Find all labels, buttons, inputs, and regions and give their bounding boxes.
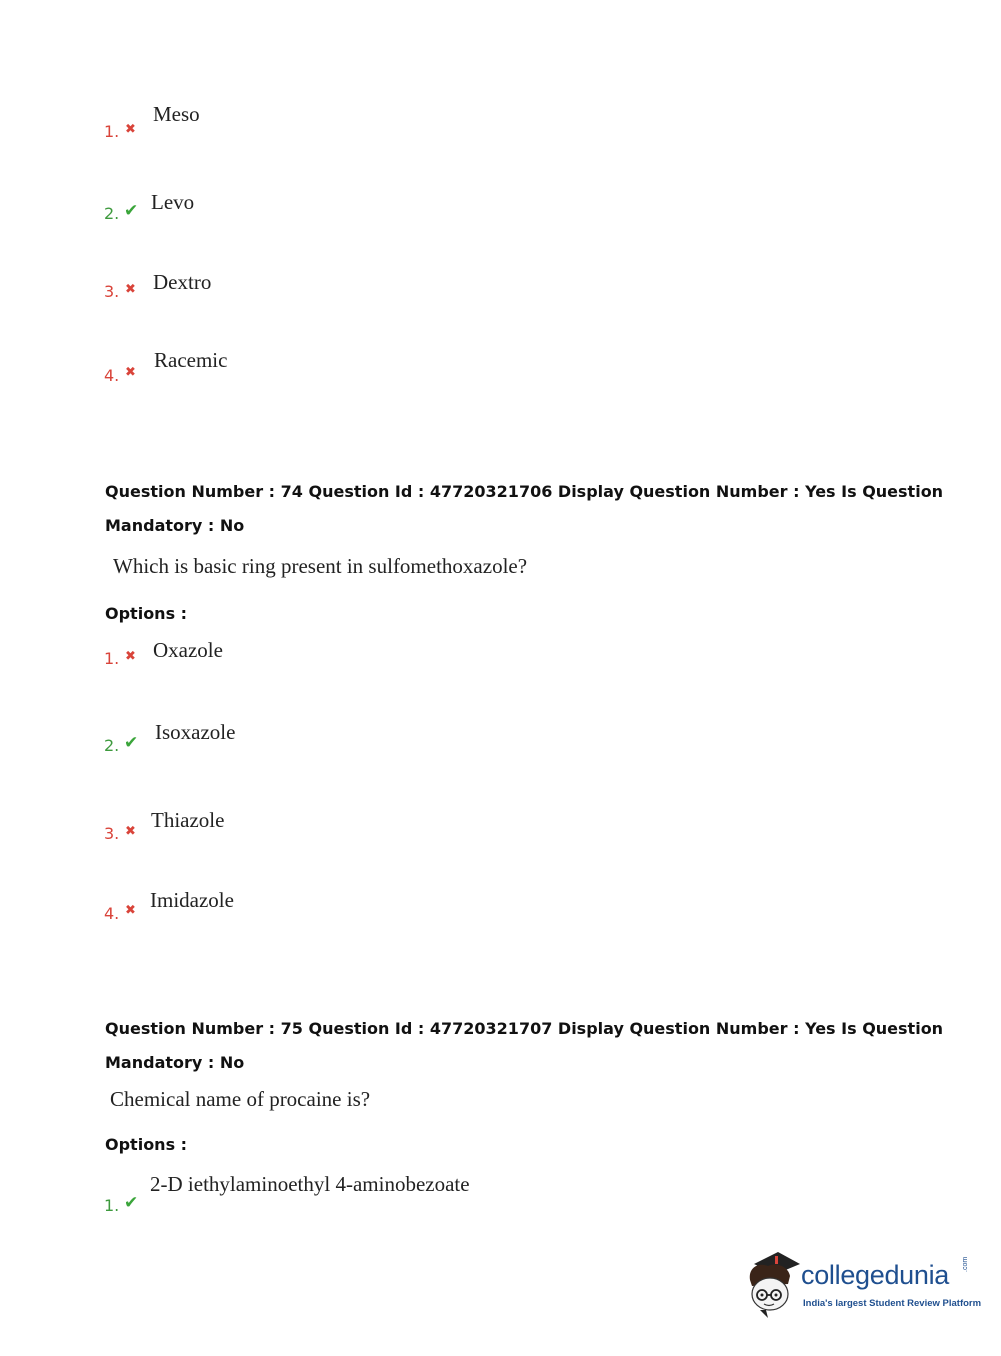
option-number: 1. [104, 1196, 120, 1215]
list-item [104, 720, 804, 760]
list-item [104, 808, 804, 848]
check-icon: ✔ [124, 201, 139, 221]
option-number: 1. [104, 122, 120, 141]
list-item [104, 190, 804, 230]
option-number: 3. [104, 824, 120, 843]
question-meta: Question Number : 74 Question Id : 47720321706 Display Question Number : Yes Is Question [105, 482, 944, 501]
option-text: Imidazole [150, 888, 234, 912]
option-text: 2-D iethylaminoethyl 4-aminobezoate [150, 1172, 470, 1196]
option-text: Dextro [153, 270, 212, 294]
option-number: 2. [104, 736, 120, 755]
option-number: 4. [104, 366, 120, 385]
option-text: Racemic [154, 348, 228, 372]
options-label: Options : [105, 604, 188, 623]
collegedunia-logo [744, 1250, 982, 1320]
check-icon: ✔ [124, 1193, 139, 1213]
check-icon: ✔ [124, 733, 139, 753]
options-label: Options : [105, 1135, 188, 1154]
option-text: Isoxazole [155, 720, 236, 744]
cross-icon: ✖ [125, 282, 136, 297]
option-number: 1. [104, 649, 120, 668]
cross-icon: ✖ [125, 649, 136, 664]
logo-suffix: .com [962, 1256, 969, 1272]
option-text: Thiazole [151, 808, 225, 832]
cross-icon: ✖ [125, 365, 136, 380]
question-text: Which is basic ring present in sulfomethoxazole? [113, 554, 528, 578]
question-meta-mandatory: Mandatory : No [105, 516, 245, 535]
option-text: Oxazole [153, 638, 223, 662]
cross-icon: ✖ [125, 903, 136, 918]
option-number: 3. [104, 282, 120, 301]
logo-wordmark: collegedunia [801, 1260, 950, 1290]
list-item [104, 888, 804, 928]
question-meta: Question Number : 75 Question Id : 47720321707 Display Question Number : Yes Is Question [105, 1019, 944, 1038]
list-item [104, 348, 804, 388]
option-text: Levo [151, 190, 195, 214]
option-number: 2. [104, 204, 120, 223]
list-item [104, 1172, 804, 1215]
cross-icon: ✖ [125, 122, 136, 137]
option-number: 4. [104, 904, 120, 923]
cross-icon: ✖ [125, 824, 136, 839]
option-text: Meso [153, 102, 200, 126]
logo-tagline: India's largest Student Review Platform [803, 1298, 982, 1309]
list-item [104, 270, 804, 310]
list-item [104, 638, 804, 678]
list-item [104, 104, 804, 144]
question-text: Chemical name of procaine is? [110, 1087, 371, 1111]
question-meta-mandatory: Mandatory : No [105, 1053, 245, 1072]
mascot-icon [744, 1250, 802, 1320]
